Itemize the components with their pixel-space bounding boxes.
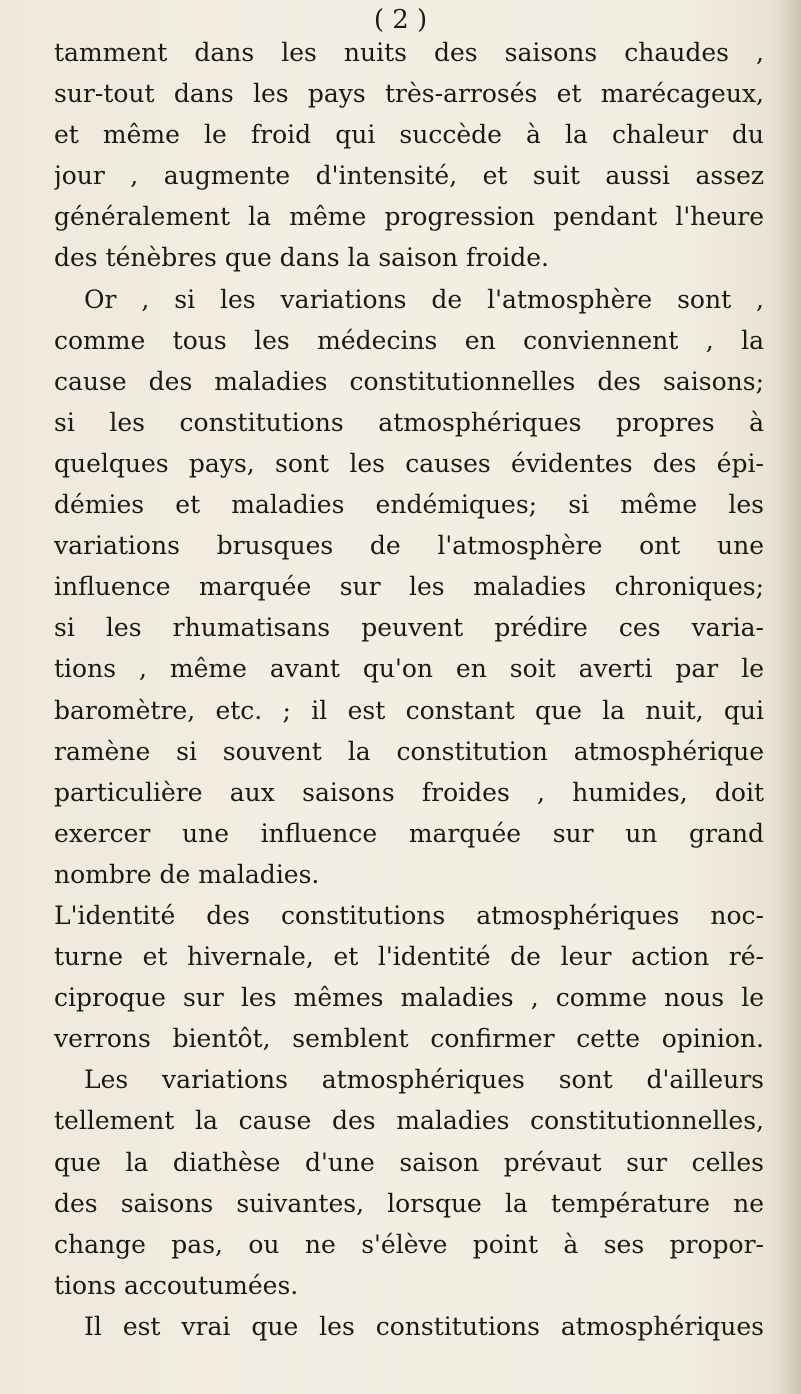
text-line: généralement la même progression pendant l'heure bbox=[54, 202, 764, 232]
text-line: tions accoutumées. bbox=[54, 1270, 299, 1300]
text-line: particulière aux saisons froides , humides, doit bbox=[54, 777, 764, 807]
text-line: et même le froid qui succède à la chaleur du bbox=[54, 120, 764, 150]
text-line: change pas, ou ne s'élève point à ses propor- bbox=[54, 1229, 764, 1259]
text-line: des ténèbres que dans la saison froide. bbox=[54, 243, 549, 273]
text-line: influence marquée sur les maladies chroniques; bbox=[54, 572, 764, 602]
page-edge-shadow bbox=[779, 0, 801, 1394]
text-line: nombre de maladies. bbox=[54, 859, 320, 889]
text-line: que la diathèse d'une saison prévaut sur celles bbox=[54, 1147, 764, 1177]
text-line: tellement la cause des maladies constitutionnelles, bbox=[54, 1106, 764, 1136]
text-line: verrons bientôt, semblent confirmer cette opinion. bbox=[54, 1024, 764, 1054]
text-line: si les constitutions atmosphériques propres à bbox=[54, 407, 764, 437]
text-line: démies et maladies endémiques; si même les bbox=[54, 490, 764, 520]
text-line: comme tous les médecins en conviennent , la bbox=[54, 325, 764, 355]
text-line: ramène si souvent la constitution atmosphérique bbox=[54, 736, 764, 766]
page-number: ( 2 ) bbox=[373, 5, 428, 35]
text-line: quelques pays, sont les causes évidentes des épi- bbox=[54, 448, 764, 478]
text-line: si les rhumatisans peuvent prédire ces varia- bbox=[54, 613, 764, 643]
body-text bbox=[54, 32, 764, 1347]
text-line: variations brusques de l'atmosphère ont une bbox=[54, 531, 764, 561]
text-line: Or , si les variations de l'atmosphère sont , bbox=[84, 284, 764, 314]
text-line: des saisons suivantes, lorsque la température ne bbox=[54, 1188, 764, 1218]
text-line: tamment dans les nuits des saisons chaudes , bbox=[54, 38, 764, 67]
text-line: L'identité des constitutions atmosphériques noc- bbox=[54, 900, 764, 930]
text-line: ciproque sur les mêmes maladies , comme nous le bbox=[54, 983, 764, 1013]
text-line: turne et hivernale, et l'identité de leur action ré- bbox=[54, 942, 764, 972]
text-line: sur-tout dans les pays très-arrosés et marécageux, bbox=[54, 79, 764, 109]
text-line: cause des maladies constitutionnelles des saisons; bbox=[54, 366, 764, 396]
text-line: Il est vrai que les constitutions atmosphériques bbox=[84, 1311, 764, 1341]
text-line: exercer une influence marquée sur un grand bbox=[54, 818, 764, 848]
text-line: baromètre, etc. ; il est constant que la nuit, qui bbox=[54, 695, 764, 725]
text-line: tions , même avant qu'on en soit averti par le bbox=[54, 654, 764, 684]
text-line: Les variations atmosphériques sont d'ailleurs bbox=[84, 1065, 764, 1095]
text-line: jour , augmente d'intensité, et suit aussi assez bbox=[54, 161, 764, 191]
